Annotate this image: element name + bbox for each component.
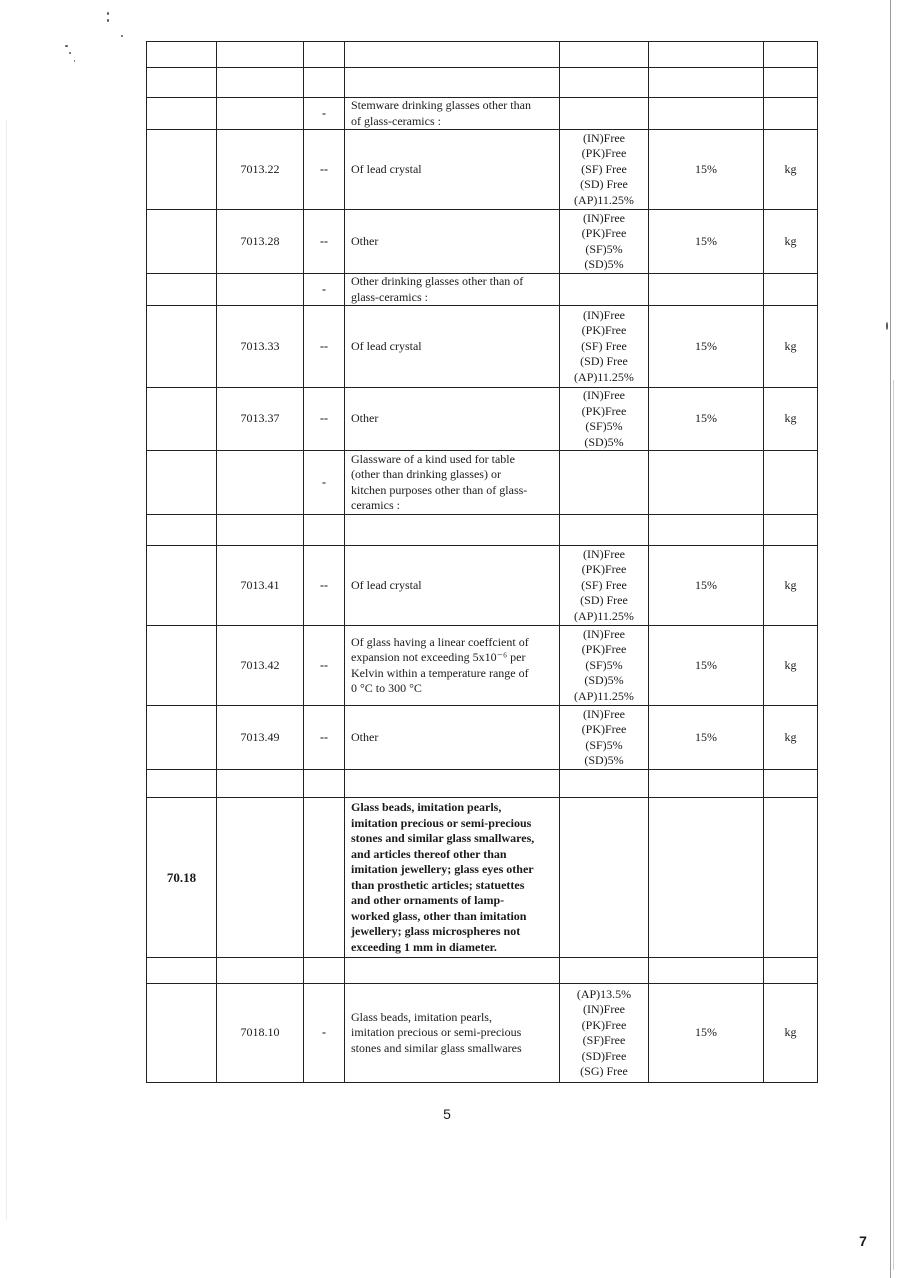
- scan-speck: [69, 52, 71, 54]
- mfn-rate-cell: 15%: [649, 130, 764, 210]
- rate-line: (SD) Free: [580, 177, 628, 192]
- table-row: [147, 210, 818, 274]
- rate-line: (IN)Free: [583, 210, 625, 225]
- dash-cell: --: [304, 210, 345, 274]
- rate-line: (SD)Free: [581, 1048, 627, 1063]
- description-line: Other: [351, 233, 379, 248]
- preferential-rates-cell: [560, 130, 649, 210]
- unit-cell: kg: [764, 130, 818, 210]
- table-row: [147, 388, 818, 451]
- mfn-rate-cell: [649, 451, 764, 515]
- rate-line: (SF)5%: [585, 241, 623, 256]
- unit-cell: [764, 68, 818, 98]
- preferential-rates-cell: [560, 798, 649, 958]
- dash-cell: --: [304, 546, 345, 626]
- dash-cell: [304, 515, 345, 546]
- rate-line: (PK)Free: [581, 722, 627, 736]
- description-line: Of lead crystal: [351, 161, 422, 176]
- rate-line: (SG) Free: [580, 1064, 628, 1078]
- description-cell: [345, 388, 560, 451]
- tariff-code-cell: [217, 274, 304, 306]
- heading-cell: [147, 274, 217, 306]
- dash-cell: -: [304, 451, 345, 515]
- table-row: [147, 274, 818, 306]
- heading-cell: [147, 770, 217, 798]
- rate-line: (AP)11.25%: [574, 688, 634, 703]
- dash-cell: -: [304, 984, 345, 1083]
- tariff-code-cell: 7013.42: [217, 626, 304, 706]
- rate-line: (PK)Free: [581, 226, 627, 240]
- scan-edge-line: [893, 380, 894, 1270]
- description-line: stones and similar glass smallwares,: [351, 831, 535, 845]
- table-row: [147, 451, 818, 515]
- mfn-rate-cell: [649, 68, 764, 98]
- tariff-code-cell: [217, 98, 304, 130]
- rate-line: (AP)13.5%: [576, 986, 632, 1001]
- unit-cell: [764, 274, 818, 306]
- description-line: Stemware drinking glasses other than: [351, 98, 531, 112]
- description-line: imitation precious or semi-precious: [351, 1025, 522, 1040]
- description-line: glass-ceramics :: [351, 289, 428, 304]
- heading-cell: [147, 306, 217, 388]
- table-row: [147, 984, 818, 1083]
- table-row: [147, 546, 818, 626]
- heading-cell: [147, 706, 217, 770]
- description-line: imitation jewellery; glass eyes other: [351, 862, 534, 876]
- description-line: Other drinking glasses other than of: [351, 274, 524, 288]
- unit-cell: [764, 798, 818, 958]
- rate-line: (PK)Free: [581, 323, 627, 338]
- description-line: than prosthetic articles; statuettes: [351, 877, 525, 892]
- description-line: (other than drinking glasses) or: [351, 467, 501, 481]
- scan-edge-line: [6, 120, 7, 1220]
- description-line: Glass beads, imitation pearls,: [351, 1009, 492, 1024]
- dash-cell: --: [304, 706, 345, 770]
- description-line: Other: [351, 411, 379, 426]
- description-cell: [345, 42, 560, 68]
- scan-edge-line: [890, 0, 891, 1278]
- dash-cell: --: [304, 388, 345, 451]
- mfn-rate-cell: 15%: [649, 706, 764, 770]
- tariff-code-cell: 7013.49: [217, 706, 304, 770]
- description-line: and articles thereof other than: [351, 846, 507, 861]
- tariff-code-cell: [217, 770, 304, 798]
- rate-line: (SF)5%: [585, 419, 623, 433]
- preferential-rates-cell: [560, 984, 649, 1083]
- dash-cell: --: [304, 626, 345, 706]
- preferential-rates-cell: [560, 515, 649, 546]
- scan-speck: [107, 19, 109, 22]
- unit-cell: [764, 42, 818, 68]
- mfn-rate-cell: [649, 515, 764, 546]
- mfn-rate-cell: 15%: [649, 388, 764, 451]
- preferential-rates-cell: [560, 546, 649, 626]
- tariff-code-cell: [217, 515, 304, 546]
- description-line: Kelvin within a temperature range of: [351, 665, 529, 680]
- mfn-rate-cell: [649, 770, 764, 798]
- table-row: [147, 306, 818, 388]
- description-line: Of lead crystal: [351, 338, 422, 353]
- tariff-code-cell: 7013.33: [217, 306, 304, 388]
- description-line: jewellery; glass microspheres not: [351, 924, 521, 938]
- dash-cell: [304, 42, 345, 68]
- description-cell: [345, 626, 560, 706]
- rate-line: (PK)Free: [581, 642, 627, 657]
- rate-line: (PK)Free: [581, 1017, 627, 1032]
- heading-cell: [147, 68, 217, 98]
- rate-line: (SD) Free: [580, 593, 628, 608]
- description-line: worked glass, other than imitation: [351, 908, 527, 923]
- rate-line: (SF)5%: [585, 657, 623, 672]
- rate-line: (SD)5%: [584, 753, 624, 767]
- heading-cell: [147, 958, 217, 984]
- preferential-rates-cell: [560, 626, 649, 706]
- scan-speck: [65, 45, 68, 47]
- rate-line: (SF) Free: [581, 338, 627, 353]
- rate-line: (AP)11.25%: [574, 608, 634, 623]
- description-cell: [345, 98, 560, 130]
- unit-cell: kg: [764, 210, 818, 274]
- rate-line: (SF)5%: [585, 737, 623, 752]
- mfn-rate-cell: 15%: [649, 546, 764, 626]
- description-cell: [345, 984, 560, 1083]
- rate-line: (PK)Free: [581, 146, 627, 161]
- rate-line: (SD)5%: [584, 257, 624, 271]
- mfn-rate-cell: [649, 42, 764, 68]
- dash-cell: [304, 958, 345, 984]
- rate-line: (IN)Free: [583, 1002, 625, 1016]
- preferential-rates-cell: [560, 210, 649, 274]
- mfn-rate-cell: 15%: [649, 984, 764, 1083]
- mfn-rate-cell: 15%: [649, 306, 764, 388]
- preferential-rates-cell: [560, 958, 649, 984]
- description-cell: [345, 515, 560, 546]
- dash-cell: [304, 798, 345, 958]
- mfn-rate-cell: [649, 798, 764, 958]
- mfn-rate-cell: 15%: [649, 626, 764, 706]
- rate-line: (SF)Free: [582, 1033, 626, 1047]
- rate-line: (IN)Free: [583, 130, 625, 145]
- mfn-rate-cell: [649, 98, 764, 130]
- rate-line: (IN)Free: [583, 706, 625, 721]
- mfn-rate-cell: [649, 274, 764, 306]
- rate-line: (AP)11.25%: [574, 369, 634, 384]
- tariff-code-cell: [217, 68, 304, 98]
- description-cell: [345, 798, 560, 958]
- description-line: Of glass having a linear coeffcient of: [351, 634, 529, 649]
- unit-cell: kg: [764, 706, 818, 770]
- description-line: expansion not exceeding 5x10⁻⁶ per: [351, 650, 526, 664]
- preferential-rates-cell: [560, 451, 649, 515]
- description-line: ceramics :: [351, 498, 400, 512]
- table-row: [147, 958, 818, 984]
- description-cell: [345, 706, 560, 770]
- heading-cell: [147, 42, 217, 68]
- rate-line: (PK)Free: [581, 562, 627, 577]
- description-cell: [345, 274, 560, 306]
- tariff-code-cell: 7018.10: [217, 984, 304, 1083]
- tariff-code-cell: [217, 798, 304, 958]
- description-line: imitation precious or semi-precious: [351, 815, 532, 830]
- scan-speck: [107, 12, 109, 15]
- dash-cell: [304, 68, 345, 98]
- description-line: 0 °C to 300 °C: [351, 681, 422, 695]
- dash-cell: [304, 770, 345, 798]
- preferential-rates-cell: [560, 770, 649, 798]
- unit-cell: kg: [764, 626, 818, 706]
- description-cell: [345, 306, 560, 388]
- heading-cell: [147, 546, 217, 626]
- table-row: [147, 515, 818, 546]
- corner-number: 7: [859, 1233, 867, 1249]
- heading-cell: [147, 210, 217, 274]
- table-row: [147, 626, 818, 706]
- table-row: [147, 770, 818, 798]
- preferential-rates-cell: [560, 68, 649, 98]
- rate-line: (PK)Free: [581, 403, 627, 418]
- heading-cell: [147, 98, 217, 130]
- tariff-code-cell: [217, 451, 304, 515]
- preferential-rates-cell: [560, 98, 649, 130]
- heading-cell: 70.18: [147, 798, 217, 958]
- scan-speck: [74, 60, 75, 62]
- tariff-code-cell: [217, 958, 304, 984]
- dash-cell: -: [304, 274, 345, 306]
- description-cell: [345, 958, 560, 984]
- heading-cell: [147, 515, 217, 546]
- rate-line: (SD) Free: [580, 354, 628, 369]
- description-cell: [345, 210, 560, 274]
- mfn-rate-cell: [649, 958, 764, 984]
- rate-line: (AP)11.25%: [574, 192, 634, 207]
- description-line: exceeding 1 mm in diameter.: [351, 939, 497, 954]
- unit-cell: kg: [764, 388, 818, 451]
- description-line: Glassware of a kind used for table: [351, 451, 515, 466]
- scan-speck: [121, 35, 123, 37]
- heading-cell: [147, 626, 217, 706]
- rate-line: (SF) Free: [581, 577, 627, 592]
- preferential-rates-cell: [560, 306, 649, 388]
- dash-cell: --: [304, 306, 345, 388]
- page-number: 5: [443, 1106, 451, 1122]
- unit-cell: [764, 770, 818, 798]
- unit-cell: [764, 451, 818, 515]
- tariff-code-cell: 7013.41: [217, 546, 304, 626]
- rate-line: (IN)Free: [583, 307, 625, 322]
- description-cell: [345, 68, 560, 98]
- description-line: kitchen purposes other than of glass-: [351, 482, 528, 497]
- heading-cell: [147, 388, 217, 451]
- description-line: stones and similar glass smallwares: [351, 1040, 522, 1055]
- unit-cell: kg: [764, 546, 818, 626]
- heading-cell: [147, 984, 217, 1083]
- scan-speck: [886, 322, 888, 330]
- tariff-code-cell: 7013.37: [217, 388, 304, 451]
- table-row: [147, 130, 818, 210]
- description-line: of glass-ceramics :: [351, 113, 441, 128]
- rate-line: (SD)5%: [584, 434, 624, 449]
- tariff-code-cell: 7013.22: [217, 130, 304, 210]
- tariff-table: [146, 41, 818, 1083]
- table-row: [147, 98, 818, 130]
- unit-cell: kg: [764, 306, 818, 388]
- description-cell: [345, 130, 560, 210]
- table-row: [147, 798, 818, 958]
- table-row: [147, 42, 818, 68]
- dash-cell: -: [304, 98, 345, 130]
- unit-cell: kg: [764, 984, 818, 1083]
- description-line: Glass beads, imitation pearls,: [351, 800, 502, 814]
- preferential-rates-cell: [560, 388, 649, 451]
- heading-cell: [147, 451, 217, 515]
- table-row: [147, 68, 818, 98]
- dash-cell: --: [304, 130, 345, 210]
- description-cell: [345, 546, 560, 626]
- description-line: Of lead crystal: [351, 577, 422, 592]
- unit-cell: [764, 98, 818, 130]
- tariff-code-cell: [217, 42, 304, 68]
- preferential-rates-cell: [560, 274, 649, 306]
- preferential-rates-cell: [560, 706, 649, 770]
- unit-cell: [764, 958, 818, 984]
- description-cell: [345, 451, 560, 515]
- tariff-table-body: [147, 42, 818, 1083]
- unit-cell: [764, 515, 818, 546]
- rate-line: (IN)Free: [583, 546, 625, 561]
- table-row: [147, 706, 818, 770]
- description-line: and other ornaments of lamp-: [351, 893, 505, 907]
- rate-line: (IN)Free: [583, 388, 625, 402]
- description-cell: [345, 770, 560, 798]
- tariff-code-cell: 7013.28: [217, 210, 304, 274]
- description-line: Other: [351, 729, 379, 744]
- heading-cell: [147, 130, 217, 210]
- preferential-rates-cell: [560, 42, 649, 68]
- rate-line: (IN)Free: [583, 626, 625, 641]
- rate-line: (SF) Free: [581, 161, 627, 176]
- rate-line: (SD)5%: [584, 673, 624, 688]
- mfn-rate-cell: 15%: [649, 210, 764, 274]
